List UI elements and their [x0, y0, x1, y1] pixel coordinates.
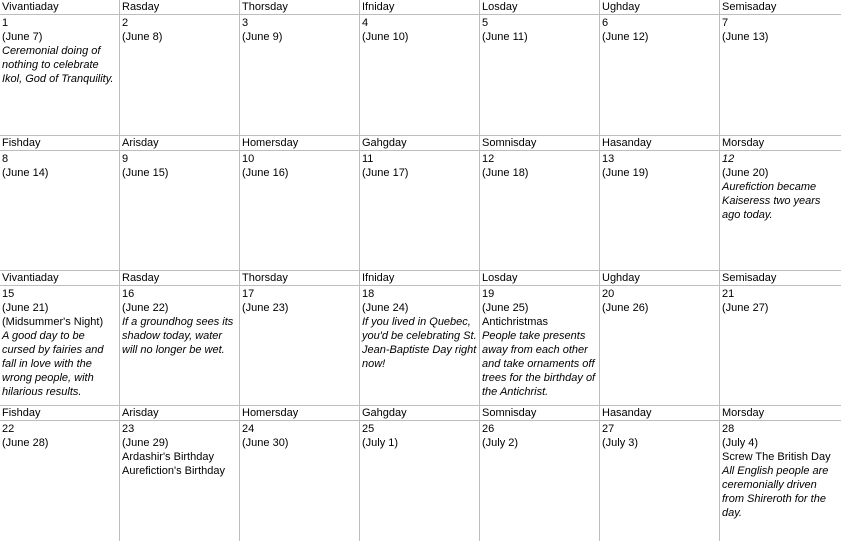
gregorian-date: (June 24): [362, 302, 409, 314]
day-cell: [0, 406, 120, 541]
gregorian-date: (July 1): [362, 437, 399, 449]
day-number: 21: [722, 288, 735, 300]
weekday-header: Arisday: [120, 136, 239, 151]
gregorian-date: (June 25): [482, 302, 529, 314]
day-cell: [360, 271, 480, 405]
day-cell: [120, 406, 240, 541]
gregorian-date: (June 9): [242, 31, 283, 43]
day-cell: [240, 0, 360, 135]
gregorian-date: (June 30): [242, 437, 289, 449]
day-number: 22: [2, 423, 15, 435]
day-cell: [120, 136, 240, 270]
holiday-note: Aurefiction became Kaiseress two years ago today.: [722, 181, 821, 221]
holiday-name: Screw The British Day: [722, 451, 831, 463]
gregorian-date: (June 20): [722, 167, 769, 179]
holiday-note: A good day to be cursed by fairies and fall in love with the wrong people, with hilarious results.: [2, 330, 104, 398]
day-content: [480, 421, 599, 450]
day-cell: [480, 271, 600, 405]
holiday-note: All English people are ceremonially driven from Shireroth for the day.: [722, 465, 829, 519]
day-cell: [600, 136, 720, 270]
day-number: 12: [482, 153, 495, 165]
day-number: 16: [122, 288, 135, 300]
day-content: [120, 151, 239, 180]
gregorian-date: (June 16): [242, 167, 289, 179]
calendar-week-1: [0, 0, 841, 136]
day-content: [0, 286, 119, 399]
calendar-week-4: [0, 406, 841, 541]
weekday-header: Hasanday: [600, 136, 719, 151]
day-cell: [240, 271, 360, 405]
day-number: 23: [122, 423, 135, 435]
day-number: 26: [482, 423, 495, 435]
holiday-note: If a groundhog sees its shadow today, water will no longer be wet.: [122, 316, 234, 356]
day-content: [480, 15, 599, 44]
day-number: 13: [602, 153, 615, 165]
weekday-header: Homersday: [240, 136, 359, 151]
calendar-week-3: [0, 271, 841, 406]
day-number: 25: [362, 423, 375, 435]
weekday-header: Thorsday: [240, 271, 359, 286]
weekday-header: Gahgday: [360, 406, 479, 421]
gregorian-date: (June 21): [2, 302, 49, 314]
holiday-note: People take presents away from each other and take ornaments off trees for the birthday of the Antichrist.: [482, 330, 596, 398]
gregorian-date: (June 14): [2, 167, 49, 179]
weekday-header: Vivantiaday: [0, 271, 119, 286]
day-number: 11: [362, 153, 374, 165]
day-cell: [720, 271, 841, 405]
day-content: [480, 151, 599, 180]
gregorian-date: (July 2): [482, 437, 519, 449]
day-cell: [600, 271, 720, 405]
day-cell: [480, 0, 600, 135]
day-number: 6: [602, 17, 609, 29]
gregorian-date: (June 19): [602, 167, 649, 179]
gregorian-date: (June 29): [122, 437, 169, 449]
calendar-week-2: [0, 136, 841, 271]
gregorian-date: (July 4): [722, 437, 759, 449]
day-cell: [600, 0, 720, 135]
day-content: [600, 15, 719, 44]
day-content: [600, 151, 719, 180]
weekday-header: Hasanday: [600, 406, 719, 421]
weekday-header: Losday: [480, 271, 599, 286]
day-content: [240, 151, 359, 180]
holiday-name: Ardashir's Birthday: [122, 451, 214, 463]
day-number: 9: [122, 153, 129, 165]
day-number: 27: [602, 423, 615, 435]
weekday-header: Semisaday: [720, 0, 841, 15]
day-number: 15: [2, 288, 15, 300]
day-content: [0, 15, 119, 86]
day-cell: [0, 0, 120, 135]
gregorian-date: (June 28): [2, 437, 49, 449]
day-content: [600, 286, 719, 315]
weekday-header: Morsday: [720, 136, 841, 151]
weekday-header: Morsday: [720, 406, 841, 421]
weekday-header: Homersday: [240, 406, 359, 421]
day-cell: [720, 406, 841, 541]
day-content: [360, 151, 479, 180]
day-cell: [120, 271, 240, 405]
weekday-header: Rasday: [120, 0, 239, 15]
day-cell: [360, 136, 480, 270]
day-content: [240, 421, 359, 450]
gregorian-date: (June 8): [122, 31, 163, 43]
day-cell: [480, 406, 600, 541]
day-number: 12: [722, 153, 735, 165]
weekday-header: Somnisday: [480, 406, 599, 421]
holiday-note: If you lived in Quebec, you'd be celebrating St. Jean-Baptiste Day right now!: [362, 316, 477, 370]
day-cell: [360, 0, 480, 135]
gregorian-date: (June 18): [482, 167, 529, 179]
gregorian-date: (June 27): [722, 302, 769, 314]
weekday-header: Thorsday: [240, 0, 359, 15]
day-content: [720, 151, 841, 222]
weekday-header: Fishday: [0, 406, 119, 421]
day-number: 28: [722, 423, 735, 435]
day-number: 5: [482, 17, 489, 29]
gregorian-date: (June 23): [242, 302, 289, 314]
day-content: [120, 421, 239, 478]
day-content: [720, 15, 841, 44]
day-cell: [720, 136, 841, 270]
day-cell: [240, 136, 360, 270]
gregorian-date: (June 10): [362, 31, 409, 43]
gregorian-date: (June 11): [482, 31, 528, 43]
day-number: 17: [242, 288, 255, 300]
weekday-header: Ifniday: [360, 271, 479, 286]
day-number: 7: [722, 17, 729, 29]
gregorian-date: (June 13): [722, 31, 769, 43]
day-content: [720, 286, 841, 315]
weekday-header: Losday: [480, 0, 599, 15]
day-cell: [480, 136, 600, 270]
gregorian-date: (June 22): [122, 302, 169, 314]
day-number: 1: [2, 17, 9, 29]
day-number: 19: [482, 288, 495, 300]
day-number: 8: [2, 153, 9, 165]
day-cell: [120, 0, 240, 135]
day-number: 10: [242, 153, 255, 165]
gregorian-date: (June 17): [362, 167, 409, 179]
day-cell: [720, 0, 841, 135]
day-content: [0, 151, 119, 180]
day-content: [120, 286, 239, 357]
day-number: 2: [122, 17, 129, 29]
day-content: [480, 286, 599, 399]
day-cell: [360, 406, 480, 541]
day-number: 4: [362, 17, 369, 29]
day-content: [600, 421, 719, 450]
gregorian-date: (June 7): [2, 31, 43, 43]
weekday-header: Semisaday: [720, 271, 841, 286]
gregorian-date: (June 15): [122, 167, 169, 179]
gregorian-date: (July 3): [602, 437, 639, 449]
holiday-name: Antichristmas: [482, 316, 549, 328]
holiday-name: Aurefiction's Birthday: [122, 465, 225, 477]
day-content: [720, 421, 841, 520]
weekday-header: Ughday: [600, 271, 719, 286]
weekday-header: Fishday: [0, 136, 119, 151]
day-number: 18: [362, 288, 375, 300]
weekday-header: Vivantiaday: [0, 0, 119, 15]
day-number: 20: [602, 288, 615, 300]
weekday-header: Ifniday: [360, 0, 479, 15]
holiday-name: (Midsummer's Night): [2, 316, 104, 328]
day-cell: [240, 406, 360, 541]
day-content: [360, 15, 479, 44]
day-content: [120, 15, 239, 44]
gregorian-date: (June 12): [602, 31, 649, 43]
day-content: [0, 421, 119, 450]
day-content: [360, 421, 479, 450]
day-number: 24: [242, 423, 255, 435]
weekday-header: Somnisday: [480, 136, 599, 151]
day-content: [360, 286, 479, 371]
day-cell: [0, 271, 120, 405]
weekday-header: Gahgday: [360, 136, 479, 151]
gregorian-date: (June 26): [602, 302, 649, 314]
day-cell: [600, 406, 720, 541]
weekday-header: Arisday: [120, 406, 239, 421]
day-cell: [0, 136, 120, 270]
day-number: 3: [242, 17, 249, 29]
holiday-note: Ceremonial doing of nothing to celebrate Ikol, God of Tranquility.: [2, 45, 114, 85]
day-content: [240, 286, 359, 315]
weekday-header: Rasday: [120, 271, 239, 286]
weekday-header: Ughday: [600, 0, 719, 15]
day-content: [240, 15, 359, 44]
